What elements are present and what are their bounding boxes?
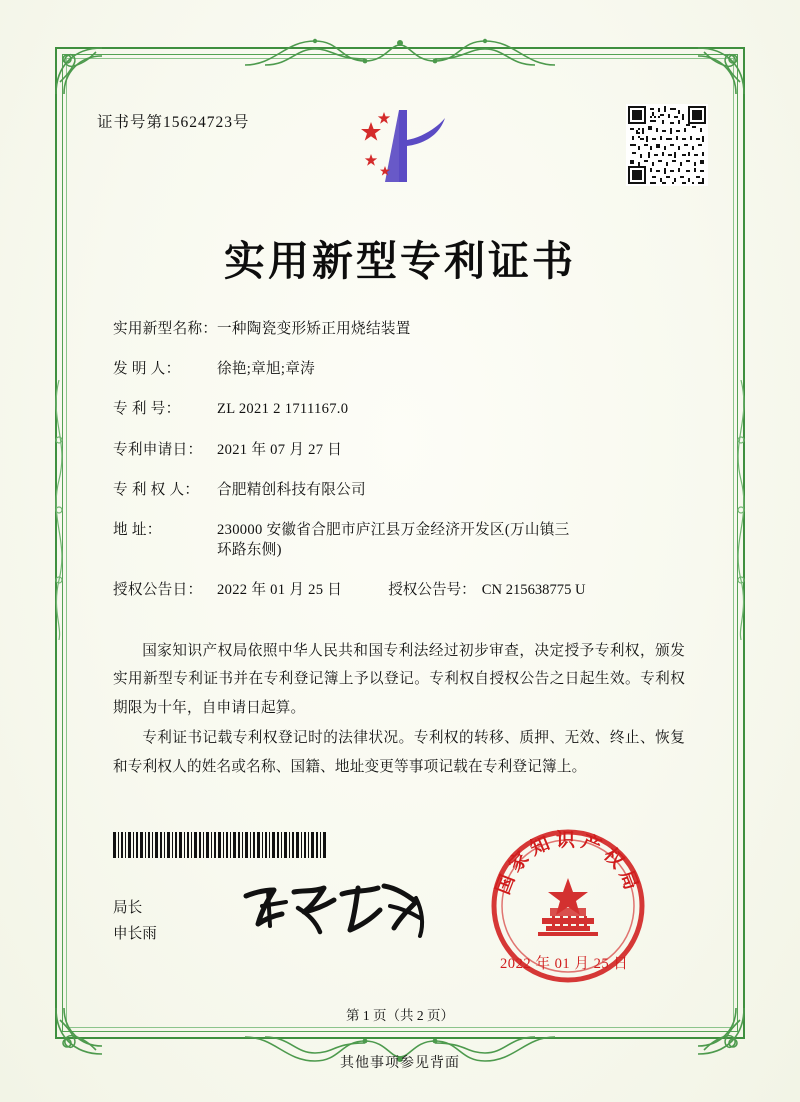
svg-text:国家知识产权局: 国家知识产权局 [491, 829, 645, 898]
page-indicator: 第 1 页（共 2 页） [346, 1008, 454, 1023]
field-value: 2021 年 07 月 27 日 [217, 441, 343, 458]
field-label-grant-number: 授权公告号： [388, 581, 476, 598]
field-row-inventor [113, 360, 693, 380]
field-value-grant-date: 2022 年 01 月 25 日 [217, 581, 343, 598]
field-label: 地 址： [113, 521, 162, 538]
body-paragraph-1: 国家知识产权局依照中华人民共和国专利法经过初步审查，决定授予专利权，颁发实用新型专利证书并在专利登记簿上予以登记。专利权自授权公告之日起生效。专利权期限为十年，自申请日起算。 [113, 643, 685, 716]
field-value: ZL 2021 2 1711167.0 [217, 401, 349, 418]
field-row-patentee [113, 481, 693, 501]
field-label: 发 明 人： [113, 361, 181, 378]
field-value-wrapper [217, 521, 693, 560]
back-side-note: 其他事项参见背面 [340, 1056, 460, 1071]
cnipa-logo-icon [355, 100, 451, 188]
field-value: 徐艳;章旭;章涛 [217, 361, 316, 378]
field-value: 合肥精创科技有限公司 [217, 481, 366, 498]
ornament-side-left [44, 380, 74, 640]
field-label: 专 利 权 人： [113, 481, 200, 498]
ornament-top-flourish [235, 35, 565, 69]
field-row-patent-number [113, 400, 693, 420]
field-row-grant-announcement [113, 581, 693, 601]
seal-date: 2022 年 01 月 25 日 [500, 956, 629, 972]
field-value: 一种陶瓷变形矫正用烧结装置 [217, 321, 411, 337]
field-label-grant-date: 授权公告日： [113, 581, 203, 598]
fields-list [113, 320, 693, 621]
field-label: 专 利 号： [113, 401, 181, 418]
field-value-line1: 230000 安徽省合肥市庐江县万金经济开发区(万山镇三 [217, 521, 570, 538]
field-row-application-date [113, 441, 693, 461]
page-title: 实用新型专利证书 [224, 237, 576, 285]
field-value-grant-number: CN 215638775 U [481, 581, 586, 598]
field-value-line2: 环路东侧) [217, 541, 282, 558]
barcode-icon [113, 832, 327, 858]
field-label: 专利申请日： [113, 441, 203, 458]
field-row-utility-model-name [113, 320, 693, 340]
field-label: 实用新型名称： [113, 321, 218, 337]
certificate-number: 证书号第15624723号 [97, 114, 250, 131]
handwritten-signature [238, 880, 433, 942]
body-text [113, 637, 685, 783]
body-paragraph-2: 专利证书记载专利权登记时的法律状况。专利权的转移、质押、无效、终止、恢复和专利权人的姓名或名称、国籍、地址变更等事项记载在专利登记簿上。 [113, 730, 685, 775]
signature-block [113, 896, 157, 947]
ornament-side-right [726, 380, 756, 640]
field-row-address [113, 521, 693, 560]
qr-code-icon [626, 104, 708, 186]
signature-name: 申长雨 [113, 925, 157, 942]
signature-title-label: 局长 [113, 900, 143, 916]
